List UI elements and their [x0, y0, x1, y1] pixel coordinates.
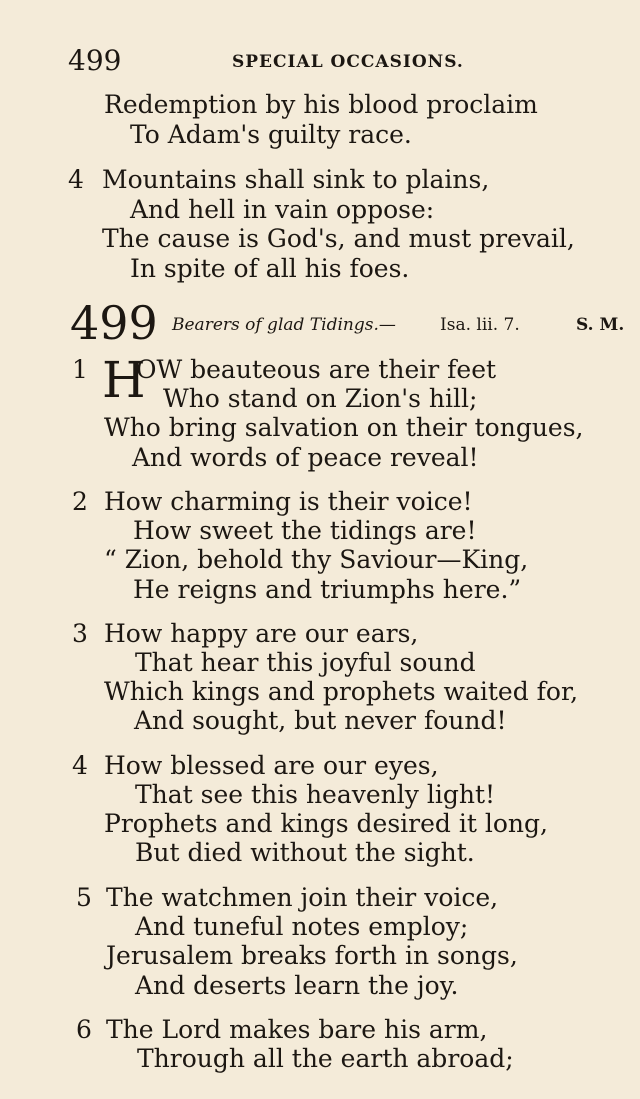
hymn-number: 499	[70, 296, 158, 350]
verse-line: The watchmen join their voice,	[106, 883, 499, 912]
verse-line: How blessed are our eyes,	[104, 751, 439, 780]
verse-line: But died without the sight.	[135, 838, 475, 867]
verse-line: Which kings and prophets waited for,	[104, 677, 579, 706]
verse-line: To Adam's guilty race.	[130, 120, 412, 149]
verse-line: That hear this joyful sound	[135, 648, 476, 677]
stanza-number: 5	[76, 883, 92, 912]
verse-line: Who stand on Zion's hill;	[163, 384, 478, 413]
verse-line: How charming is their voice!	[104, 487, 473, 516]
verse-line: The Lord makes bare his arm,	[106, 1015, 488, 1044]
drop-cap: H	[102, 351, 146, 409]
verse-line: And deserts learn the joy.	[135, 971, 459, 1000]
hymn-title: Bearers of glad Tidings.—	[172, 315, 396, 335]
scripture-reference: Isa. lii. 7.	[440, 315, 520, 335]
stanza-number: 4	[68, 165, 84, 194]
verse-line: OW beauteous are their feet	[136, 355, 497, 384]
verse-line: And tuneful notes employ;	[135, 912, 469, 941]
running-head: SPECIAL OCCASIONS.	[232, 52, 464, 72]
verse-line: How sweet the tidings are!	[133, 516, 477, 545]
verse-line: And words of peace reveal!	[132, 443, 479, 472]
stanza-number: 4	[72, 751, 88, 780]
verse-line: Mountains shall sink to plains,	[102, 165, 490, 194]
stanza-number: 3	[72, 619, 88, 648]
verse-line: And hell in vain oppose:	[130, 195, 435, 224]
verse-line: Jerusalem breaks forth in songs,	[106, 941, 518, 970]
verse-line: The cause is God's, and must prevail,	[102, 224, 575, 253]
stanza-number: 6	[76, 1015, 92, 1044]
stanza-number: 1	[72, 355, 88, 384]
verse-line: Prophets and kings desired it long,	[104, 809, 548, 838]
verse-line: In spite of all his foes.	[130, 254, 410, 283]
verse-line: And sought, but never found!	[134, 706, 507, 735]
page-number: 499	[68, 44, 122, 77]
verse-line: That see this heavenly light!	[135, 780, 496, 809]
verse-line: “ Zion, behold thy Saviour—King,	[104, 545, 529, 574]
verse-line: Who bring salvation on their tongues,	[104, 413, 584, 442]
verse-line: Through all the earth abroad;	[137, 1044, 514, 1073]
stanza-number: 2	[72, 487, 88, 516]
verse-line: How happy are our ears,	[104, 619, 419, 648]
verse-line: Redemption by his blood proclaim	[104, 90, 538, 119]
verse-line: He reigns and triumphs here.”	[133, 575, 522, 604]
hymn-meter: S. M.	[576, 315, 625, 335]
